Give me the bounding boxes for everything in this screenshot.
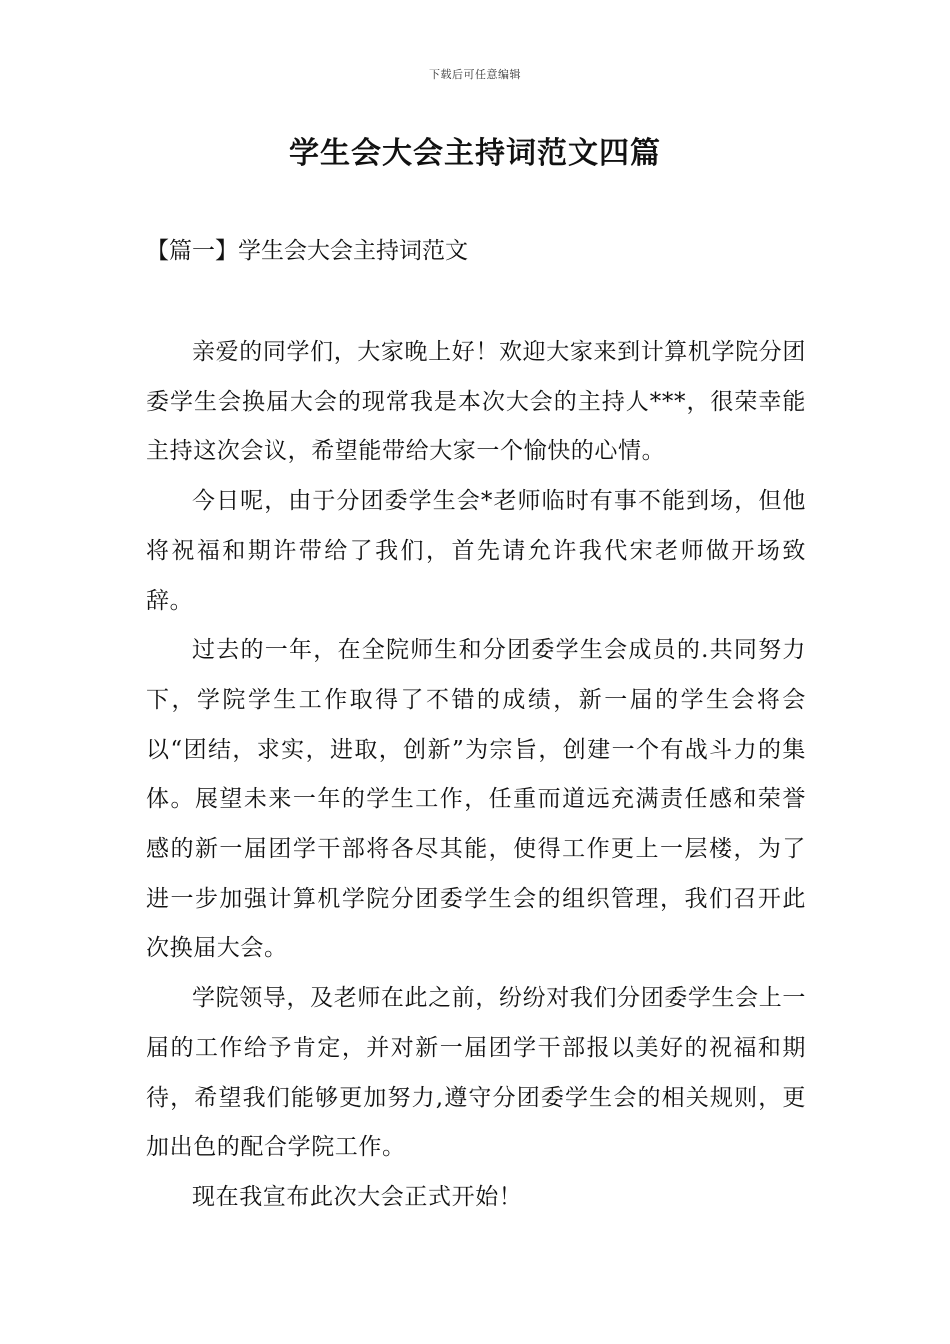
document-title: 学生会大会主持词范文四篇 (289, 136, 661, 171)
section-heading: 【篇一】学生会大会主持词范文 (146, 238, 468, 264)
paragraph: 学院领导，及老师在此之前，纷纷对我们分团委学生会上一届的工作给予肯定，并对新一届团学干部报以美好的祝福和期待，希望我们能够更加努力,遵守分团委学生会的相关规则，更加出色的配合学院工作。 (146, 985, 806, 1161)
paragraph: 今日呢，由于分团委学生会*老师临时有事不能到场，但他将祝福和期许带给了我们，首先请允许我代宋老师做开场致辞。 (146, 488, 806, 614)
paragraph: 亲爱的同学们，大家晚上好！欢迎大家来到计算机学院分团委学生会换届大会的现常我是本次大会的主持人***，很荣幸能主持这次会议，希望能带给大家一个愉快的心情。 (146, 339, 806, 465)
paragraph: 过去的一年，在全院师生和分团委学生会成员的.共同努力下，学院学生工作取得了不错的成绩，新一届的学生会将会以“团结，求实，进取，创新”为宗旨，创建一个有战斗力的集体。展望未来一年的学生工作，任重而道远充满责任感和荣誉感的新一届团学干部将各尽其能，使得工作更上一层楼，为了进一步加强计算机学院分团委学生会的组织管理，我们召开此次换届大会。 (146, 637, 806, 962)
header-note: 下载后可任意编辑 (429, 68, 521, 81)
body-text (146, 328, 806, 1223)
paragraph: 现在我宣布此次大会正式开始！ (192, 1183, 523, 1210)
